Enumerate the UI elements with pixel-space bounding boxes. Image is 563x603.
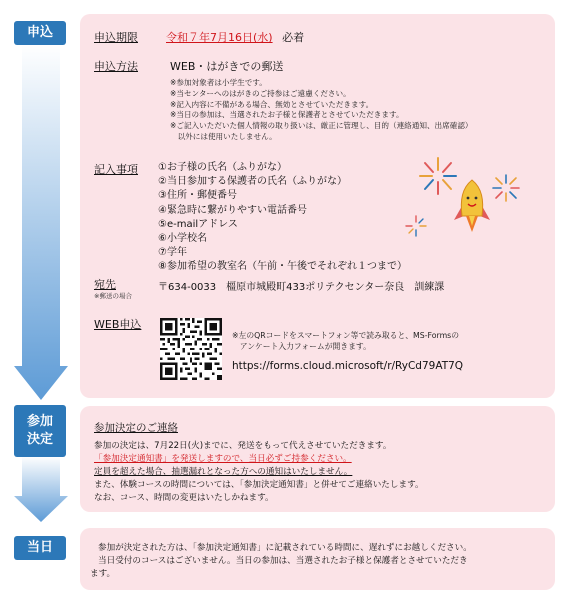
entry-label: 記入事項	[94, 163, 138, 176]
entry-item: ⑦学年	[158, 247, 187, 259]
period-label: 申込期限	[94, 31, 138, 44]
entry-item: ⑤e-mailアドレス	[158, 218, 238, 230]
period-suffix: 必着	[282, 31, 305, 44]
apply-panel	[80, 14, 555, 398]
flow-arrow-decision	[14, 456, 68, 522]
entry-item: ⑥小学校名	[158, 232, 207, 244]
web-note-line: アンケート入力フォームが開きます。	[232, 342, 371, 352]
day-line: 参加が決定された方は、「参加決定通知書」に記載されている時間に、遅れずにお越しください。	[98, 543, 472, 553]
decision-line: 参加の決定は、7月22日(火)までに、発送をもって代えさせていただきます。	[94, 441, 392, 451]
day-line: ます。	[90, 568, 116, 579]
address-sublabel: ※郵送の場合	[94, 292, 132, 300]
address-value: 〒634-0033 橿原市城殿町433ポリテクセンター奈良 訓練課	[158, 282, 445, 293]
rocket-icon	[454, 180, 490, 232]
period-value	[166, 29, 304, 45]
method-value: WEB・はがきでの郵送	[170, 60, 284, 73]
day-panel	[80, 528, 555, 590]
decision-title: 参加決定のご連絡	[94, 422, 178, 434]
entry-item: ②当日参加する保護者の氏名（ふりがな）	[158, 176, 347, 188]
step-badge-decision	[14, 405, 66, 457]
decision-panel	[80, 406, 555, 512]
step-badge-decision-line2: 決定	[26, 432, 53, 447]
firework-icon	[420, 158, 456, 194]
day-body	[90, 542, 472, 581]
web-note-line: ※左のQRコードをスマートフォン等で読み取ると、MS-Formsの	[232, 331, 460, 340]
web-note	[232, 330, 459, 353]
web-url-link[interactable]: https://forms.cloud.microsoft/r/RyCd79AT7Q	[232, 360, 464, 372]
decision-line-highlight: 「参加決定通知書」を発送しますので、当日必ずご持参ください。	[94, 453, 352, 464]
day-line: 当日受付のコースはございません。当日の参加は、当選されたお子様と保護者とさせていただき	[98, 555, 468, 566]
entry-item: ①お子様の氏名（ふりがな）	[158, 162, 287, 173]
decision-line: なお、コース、時間の変更はいたしかねます。	[94, 492, 274, 503]
step-badge-apply: 申込	[14, 21, 66, 45]
decision-line: また、体験コースの時間については、「参加決定通知書」と併せてご連絡いたします。	[94, 479, 424, 490]
firework-icon	[493, 175, 519, 201]
decision-line-underline: 定員を超えた場合、抽選漏れとなった方への通知はいたしません。	[94, 466, 353, 477]
apply-note: ※参加対象者は小学生です。	[170, 78, 267, 87]
step-badge-decision-line1: 参加	[26, 414, 53, 430]
apply-notes	[170, 78, 473, 143]
apply-note: ※ご記入いただいた個人情報の取り扱いは、厳正に管理し、目的（連絡通知、出席確認）	[170, 121, 473, 131]
apply-note: ※当日の参加は、当選されたお子様と保護者とさせていただきます。	[170, 110, 404, 120]
web-label: WEB申込	[94, 318, 142, 331]
apply-note: ※記入内容に不備がある場合、無効とさせていただきます。	[170, 99, 374, 109]
entry-item: ③住所・郵便番号	[158, 190, 237, 202]
step-badge-day: 当日	[14, 536, 66, 560]
qr-code[interactable]	[160, 318, 222, 380]
decision-body	[94, 440, 424, 504]
entry-list	[158, 161, 407, 275]
rocket-fireworks-illustration	[398, 154, 544, 264]
firework-icon	[406, 216, 426, 236]
address-label: 宛先	[94, 278, 116, 291]
entry-item: ⑧参加希望の教室名（午前・午後でそれぞれ１つまで）	[158, 261, 407, 273]
period-date: 令和７年7月16日(水)	[166, 31, 273, 44]
entry-item: ④緊急時に繋がりやすい電話番号	[158, 204, 307, 216]
apply-note: 以外には使用いたしません。	[170, 131, 277, 141]
apply-note: ※当センターへのはがきのご持参はご遠慮ください。	[170, 88, 351, 98]
method-label: 申込方法	[94, 60, 138, 73]
flow-arrow-apply	[14, 44, 68, 400]
